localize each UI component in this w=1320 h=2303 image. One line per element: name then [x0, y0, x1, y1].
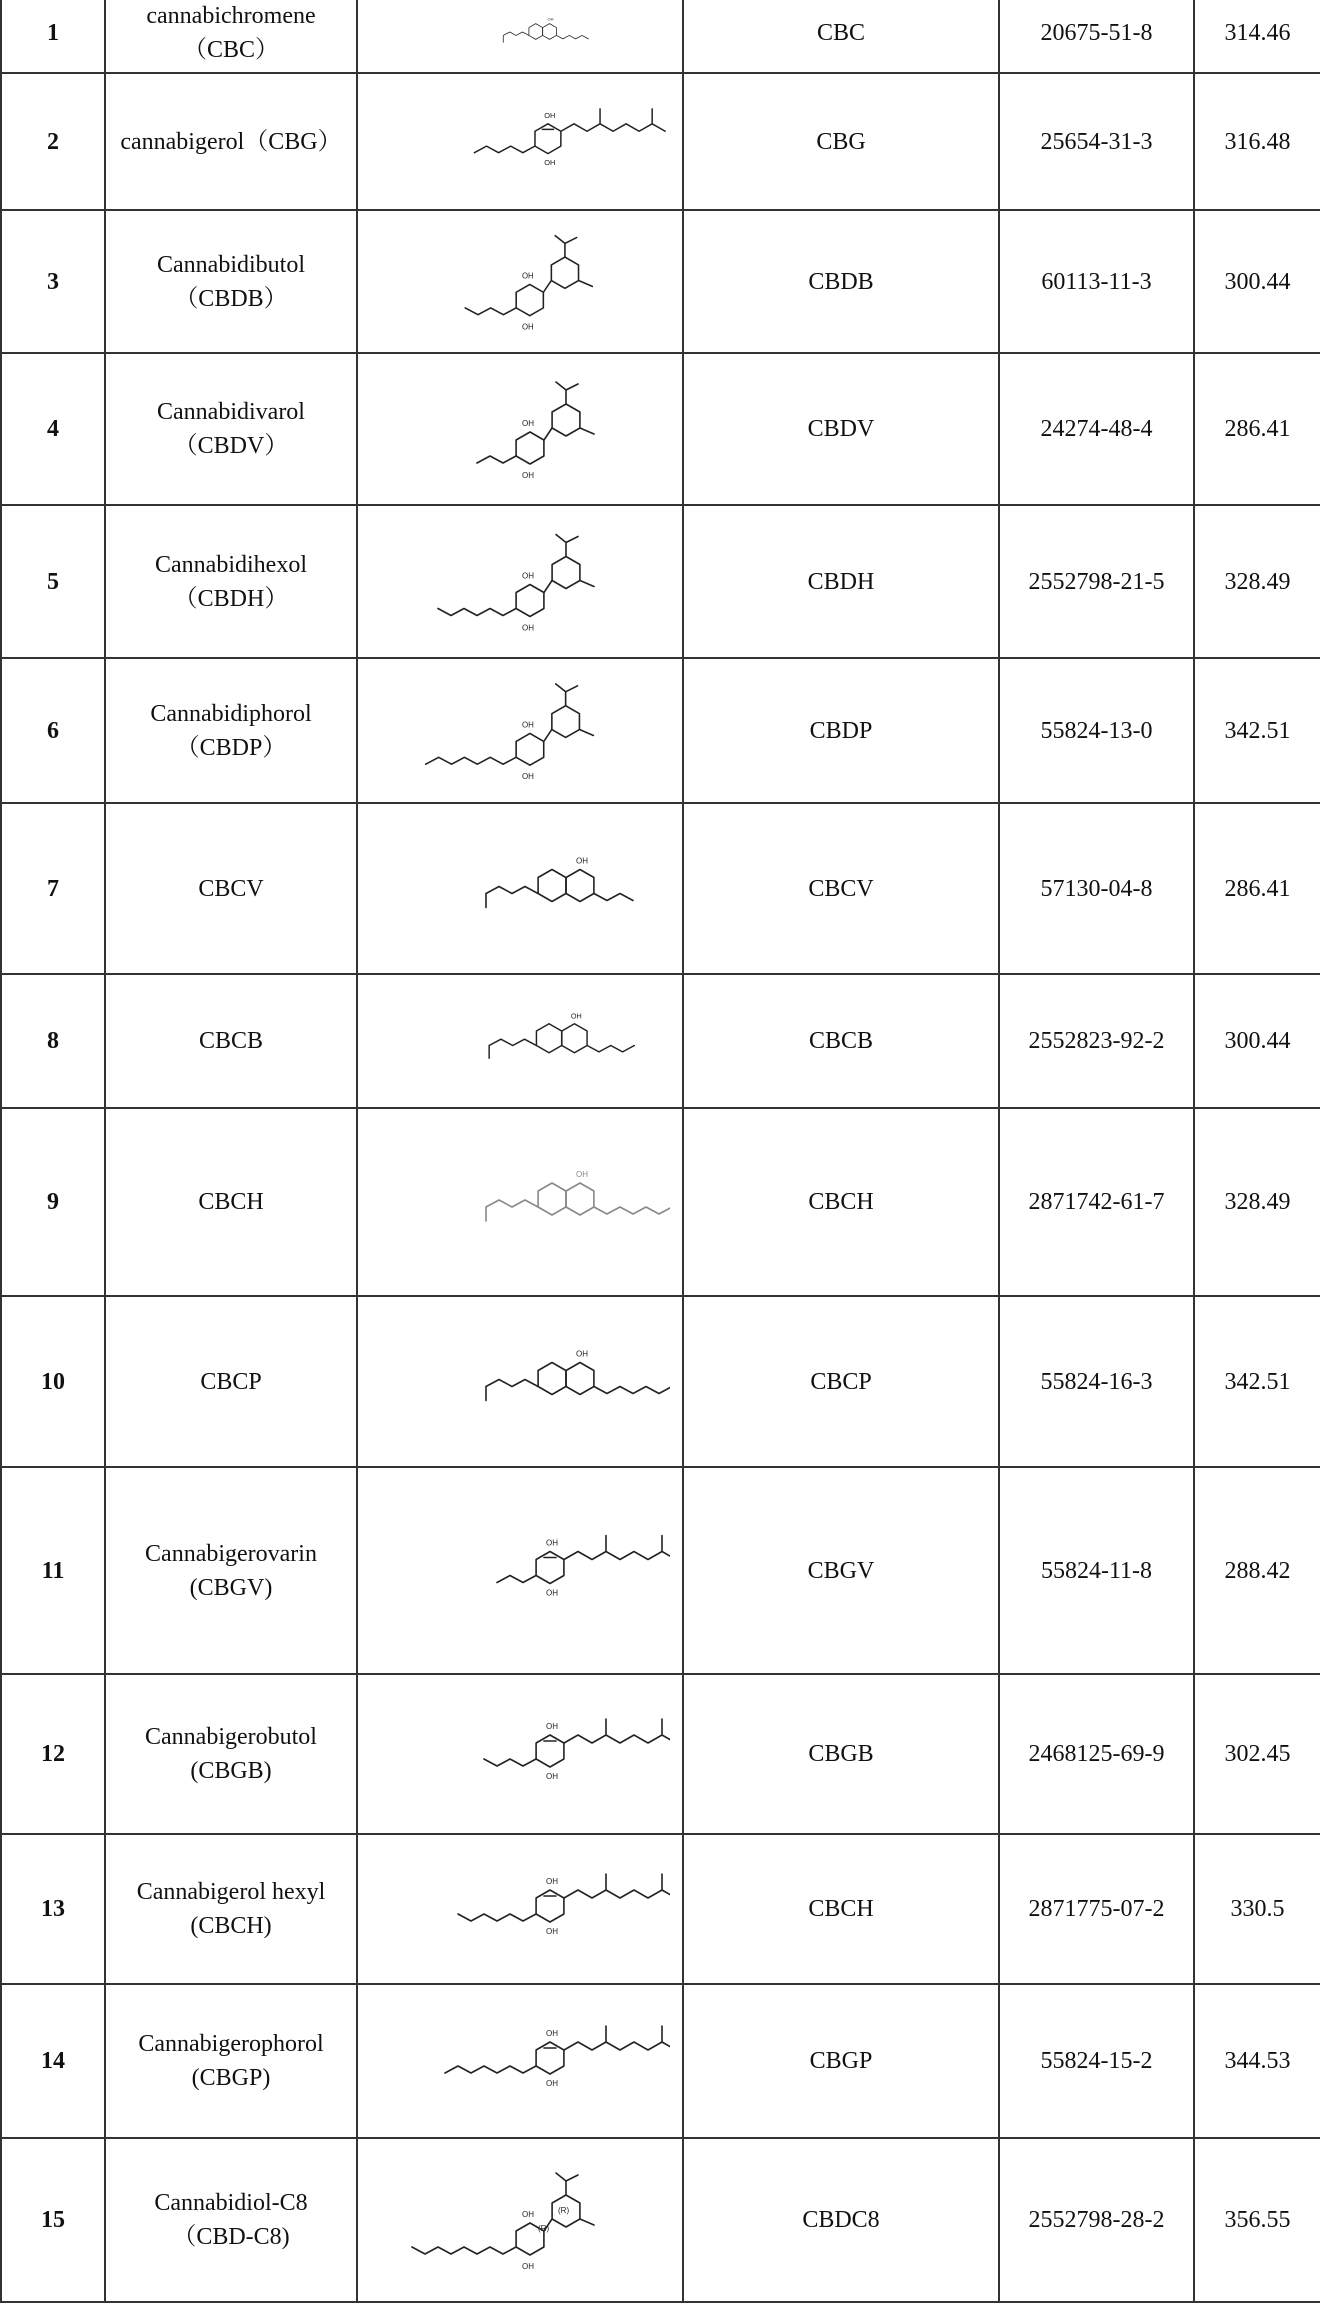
- cas-number: 55824-15-2: [999, 1984, 1194, 2138]
- compound-abbreviation: CBGB: [683, 1674, 999, 1834]
- compound-abbreviation: CBCH: [683, 1834, 999, 1984]
- cas-number: 60113-11-3: [999, 210, 1194, 353]
- compound-name: CBCH: [105, 1108, 357, 1296]
- structure-drawing: [370, 1116, 670, 1288]
- structure-drawing: [370, 81, 670, 202]
- structure-drawing: [370, 1, 670, 65]
- compound-name: Cannabigerol hexyl (CBCH): [105, 1834, 357, 1984]
- cannabidiol-structure-icon: [357, 505, 683, 658]
- row-number: 4: [1, 353, 105, 505]
- table-row: [1, 353, 1320, 505]
- compound-name: Cannabigerovarin (CBGV): [105, 1467, 357, 1674]
- cas-number: 55824-16-3: [999, 1296, 1194, 1467]
- compound-abbreviation: CBGV: [683, 1467, 999, 1674]
- cas-number: 57130-04-8: [999, 803, 1194, 974]
- compound-abbreviation: CBGP: [683, 1984, 999, 2138]
- cas-number: 2871775-07-2: [999, 1834, 1194, 1984]
- svg-text:OH: OH: [546, 1538, 558, 1548]
- cannabidiol-structure-icon: [357, 210, 683, 353]
- svg-text:OH: OH: [570, 1011, 582, 1021]
- molecular-weight: 328.49: [1194, 505, 1320, 658]
- row-number: 7: [1, 803, 105, 974]
- compound-abbreviation: CBG: [683, 73, 999, 210]
- svg-text:OH: OH: [521, 772, 534, 782]
- cannabidiol-structure-icon: [357, 2138, 683, 2302]
- table-row: [1, 505, 1320, 658]
- row-number: 15: [1, 2138, 105, 2302]
- table-row: [1, 73, 1320, 210]
- compound-name: Cannabidihexol （CBDH）: [105, 505, 357, 658]
- svg-text:OH: OH: [576, 1170, 588, 1179]
- molecular-weight: 342.51: [1194, 1296, 1320, 1467]
- geranyl-resorcinol-structure-icon: [357, 1674, 683, 1834]
- cas-number: 2552823-92-2: [999, 974, 1194, 1108]
- compound-abbreviation: CBDV: [683, 353, 999, 505]
- molecular-weight: 288.42: [1194, 1467, 1320, 1674]
- cannabidiol-structure-icon: [357, 658, 683, 803]
- structure-drawing: [370, 1304, 670, 1459]
- svg-text:OH: OH: [546, 1588, 558, 1598]
- svg-text:OH: OH: [522, 2262, 534, 2271]
- row-number: 14: [1, 1984, 105, 2138]
- cas-number: 55824-11-8: [999, 1467, 1194, 1674]
- svg-text:(R): (R): [538, 2224, 550, 2233]
- molecular-weight: 356.55: [1194, 2138, 1320, 2302]
- geranyl-resorcinol-structure-icon: [357, 73, 683, 210]
- compound-abbreviation: CBCB: [683, 974, 999, 1108]
- svg-text:OH: OH: [521, 322, 534, 332]
- structure-drawing: [370, 1842, 670, 1976]
- svg-text:OH: OH: [522, 471, 534, 480]
- compound-name: Cannabidiphorol （CBDP）: [105, 658, 357, 803]
- compound-name: CBCV: [105, 803, 357, 974]
- svg-text:OH: OH: [521, 720, 534, 730]
- chromene-structure-icon: [357, 974, 683, 1108]
- structure-drawing: [370, 1475, 670, 1666]
- row-number: 10: [1, 1296, 105, 1467]
- structure-drawing: [370, 1992, 670, 2130]
- cas-number: 25654-31-3: [999, 73, 1194, 210]
- compound-abbreviation: CBDC8: [683, 2138, 999, 2302]
- compound-abbreviation: CBCH: [683, 1108, 999, 1296]
- svg-text:OH: OH: [576, 1349, 588, 1359]
- svg-text:OH: OH: [547, 16, 554, 22]
- structure-drawing: [370, 811, 670, 966]
- svg-text:OH: OH: [546, 2029, 558, 2038]
- compound-name: Cannabigerobutol (CBGB): [105, 1674, 357, 1834]
- table-row: [1, 974, 1320, 1108]
- svg-text:OH: OH: [546, 1772, 558, 1781]
- compound-abbreviation: CBDP: [683, 658, 999, 803]
- compound-name: Cannabidibutol （CBDB）: [105, 210, 357, 353]
- cas-number: 2552798-21-5: [999, 505, 1194, 658]
- table-row: [1, 1108, 1320, 1296]
- cas-number: 2468125-69-9: [999, 1674, 1194, 1834]
- molecular-weight: 300.44: [1194, 210, 1320, 353]
- compound-name: cannabigerol（CBG）: [105, 73, 357, 210]
- molecular-weight: 302.45: [1194, 1674, 1320, 1834]
- geranyl-resorcinol-structure-icon: [357, 1834, 683, 1984]
- structure-drawing: [370, 1682, 670, 1826]
- compound-abbreviation: CBC: [683, 0, 999, 73]
- cas-number: 2871742-61-7: [999, 1108, 1194, 1296]
- molecular-weight: 314.46: [1194, 0, 1320, 73]
- structure-drawing: [370, 2146, 670, 2294]
- svg-text:OH: OH: [546, 1927, 558, 1936]
- geranyl-resorcinol-structure-icon: [357, 1984, 683, 2138]
- molecular-weight: 316.48: [1194, 73, 1320, 210]
- compound-abbreviation: CBDB: [683, 210, 999, 353]
- compound-abbreviation: CBCP: [683, 1296, 999, 1467]
- molecular-weight: 328.49: [1194, 1108, 1320, 1296]
- svg-text:(R): (R): [558, 2206, 570, 2215]
- row-number: 9: [1, 1108, 105, 1296]
- compound-name: Cannabidiol-C8 （CBD-C8): [105, 2138, 357, 2302]
- structure-drawing: [370, 513, 670, 650]
- compound-name: CBCP: [105, 1296, 357, 1467]
- svg-text:OH: OH: [544, 157, 556, 167]
- table-row: [1, 1984, 1320, 2138]
- row-number: 6: [1, 658, 105, 803]
- table-row: [1, 1674, 1320, 1834]
- cas-number: 55824-13-0: [999, 658, 1194, 803]
- table-row: [1, 0, 1320, 73]
- chromene-structure-icon: [357, 1296, 683, 1467]
- molecular-weight: 286.41: [1194, 353, 1320, 505]
- chromene-structure-icon: [357, 1108, 683, 1296]
- table-row: [1, 1834, 1320, 1984]
- row-number: 8: [1, 974, 105, 1108]
- table-row: [1, 2138, 1320, 2302]
- svg-text:OH: OH: [576, 856, 588, 866]
- cas-number: 2552798-28-2: [999, 2138, 1194, 2302]
- structure-drawing: [370, 666, 670, 795]
- chromene-structure-icon: [357, 0, 683, 73]
- svg-text:OH: OH: [546, 1877, 558, 1886]
- row-number: 5: [1, 505, 105, 658]
- svg-text:OH: OH: [521, 271, 534, 281]
- cas-number: 24274-48-4: [999, 353, 1194, 505]
- compound-name: CBCB: [105, 974, 357, 1108]
- row-number: 1: [1, 0, 105, 73]
- row-number: 13: [1, 1834, 105, 1984]
- svg-text:OH: OH: [522, 571, 534, 581]
- svg-text:OH: OH: [522, 623, 534, 633]
- row-number: 3: [1, 210, 105, 353]
- svg-text:OH: OH: [544, 111, 556, 121]
- svg-text:OH: OH: [546, 1722, 558, 1731]
- table-row: [1, 658, 1320, 803]
- molecular-weight: 344.53: [1194, 1984, 1320, 2138]
- table-row: [1, 1296, 1320, 1467]
- molecular-weight: 300.44: [1194, 974, 1320, 1108]
- row-number: 2: [1, 73, 105, 210]
- structure-drawing: [370, 982, 670, 1100]
- structure-drawing: [370, 218, 670, 345]
- molecular-weight: 330.5: [1194, 1834, 1320, 1984]
- row-number: 12: [1, 1674, 105, 1834]
- row-number: 11: [1, 1467, 105, 1674]
- compound-name: Cannabidivarol （CBDV）: [105, 353, 357, 505]
- molecular-weight: 342.51: [1194, 658, 1320, 803]
- svg-text:OH: OH: [546, 2079, 558, 2088]
- table-row: [1, 210, 1320, 353]
- compound-name: cannabichromene （CBC）: [105, 0, 357, 73]
- compound-abbreviation: CBDH: [683, 505, 999, 658]
- svg-text:OH: OH: [522, 419, 534, 428]
- compound-name: Cannabigerophorol (CBGP): [105, 1984, 357, 2138]
- geranyl-resorcinol-structure-icon: [357, 1467, 683, 1674]
- table-row: [1, 803, 1320, 974]
- compound-abbreviation: CBCV: [683, 803, 999, 974]
- chromene-structure-icon: [357, 803, 683, 974]
- structure-drawing: [370, 361, 670, 497]
- cas-number: 20675-51-8: [999, 0, 1194, 73]
- svg-text:OH: OH: [522, 2210, 534, 2219]
- cannabidiol-structure-icon: [357, 353, 683, 505]
- table-row: [1, 1467, 1320, 1674]
- molecular-weight: 286.41: [1194, 803, 1320, 974]
